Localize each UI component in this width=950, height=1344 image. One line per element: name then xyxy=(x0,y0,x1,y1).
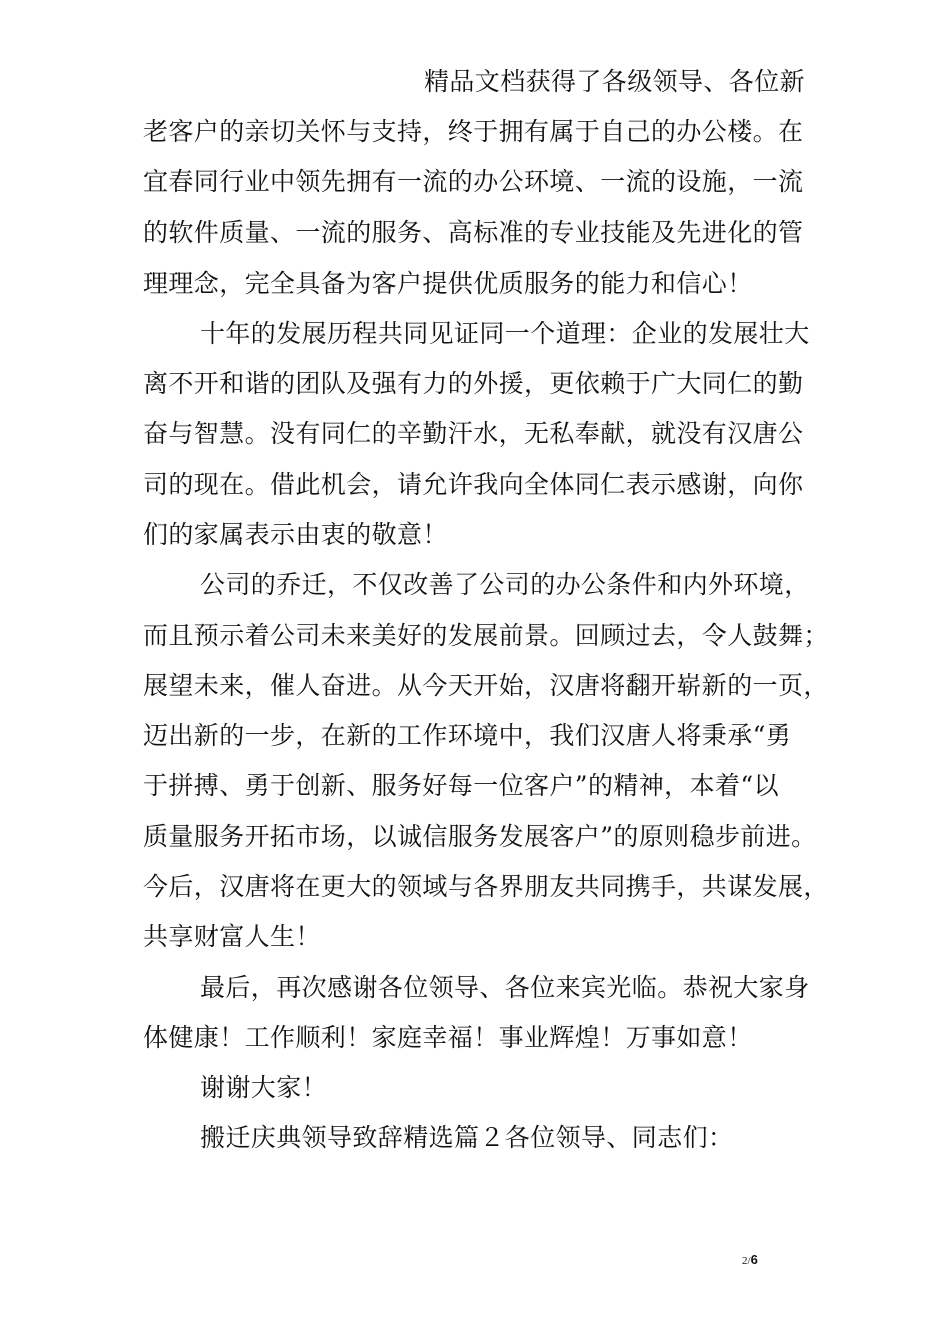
text-line: 十年的发展历程共同见证同一个道理：企业的发展壮大 xyxy=(200,319,810,348)
text-line: 今后，汉唐将在更大的领域与各界朋友共同携手，共谋发展， xyxy=(143,872,829,901)
text-line: 共享财富人生！ xyxy=(143,922,321,951)
text-line: 质量服务开拓市场，以诚信服务发展客户”的原则稳步前进。 xyxy=(143,822,817,851)
text-line: 司的现在。借此机会，请允许我向全体同仁表示感谢，向你 xyxy=(143,470,804,499)
text-line: 离不开和谐的团队及强有力的外援，更依赖于广大同仁的勤 xyxy=(143,369,804,398)
text-line: 于拼搏、勇于创新、服务好每一位客户”的精神，本着“以 xyxy=(143,771,779,800)
text-line: 迈出新的一步，在新的工作环境中，我们汉唐人将秉承“勇 xyxy=(143,721,792,750)
header-label: 精品文档 xyxy=(424,67,526,96)
text-line: 理理念，完全具备为客户提供优质服务的能力和信心！ xyxy=(143,269,753,298)
text-line: 谢谢大家！ xyxy=(200,1073,328,1102)
text-line: 公司的乔迁，不仅改善了公司的办公条件和内外环境， xyxy=(200,570,810,599)
text-line: 搬迁庆典领导致辞精选篇２各位领导、同志们： xyxy=(200,1123,734,1152)
text-line: 的软件质量、一流的服务、高标准的专业技能及先进化的管 xyxy=(143,218,804,247)
header-continuation: 获得了各级领导、各位新 xyxy=(525,67,806,96)
page-current: 2/ xyxy=(742,1255,751,1267)
page-total: 6 xyxy=(750,1252,758,1267)
text-line: 老客户的亲切关怀与支持，终于拥有属于自己的办公楼。在 xyxy=(143,117,804,146)
text-line: 奋与智慧。没有同仁的辛勤汗水，无私奉献，就没有汉唐公 xyxy=(143,419,804,448)
text-line: 体健康！工作顺利！家庭幸福！事业辉煌！万事如意！ xyxy=(143,1023,753,1052)
text-line: 最后，再次感谢各位领导、各位来宾光临。恭祝大家身 xyxy=(200,973,810,1002)
text-line: 们的家属表示由衷的敬意！ xyxy=(143,520,448,549)
text-line: 而且预示着公司未来美好的发展前景。回顾过去，令人鼓舞； xyxy=(143,621,829,650)
page-number xyxy=(742,1253,758,1268)
header-line xyxy=(424,67,805,97)
text-line: 展望未来，催人奋进。从今天开始，汉唐将翻开崭新的一页， xyxy=(143,671,829,700)
text-line: 宜春同行业中领先拥有一流的办公环境、一流的设施，一流 xyxy=(143,167,804,196)
